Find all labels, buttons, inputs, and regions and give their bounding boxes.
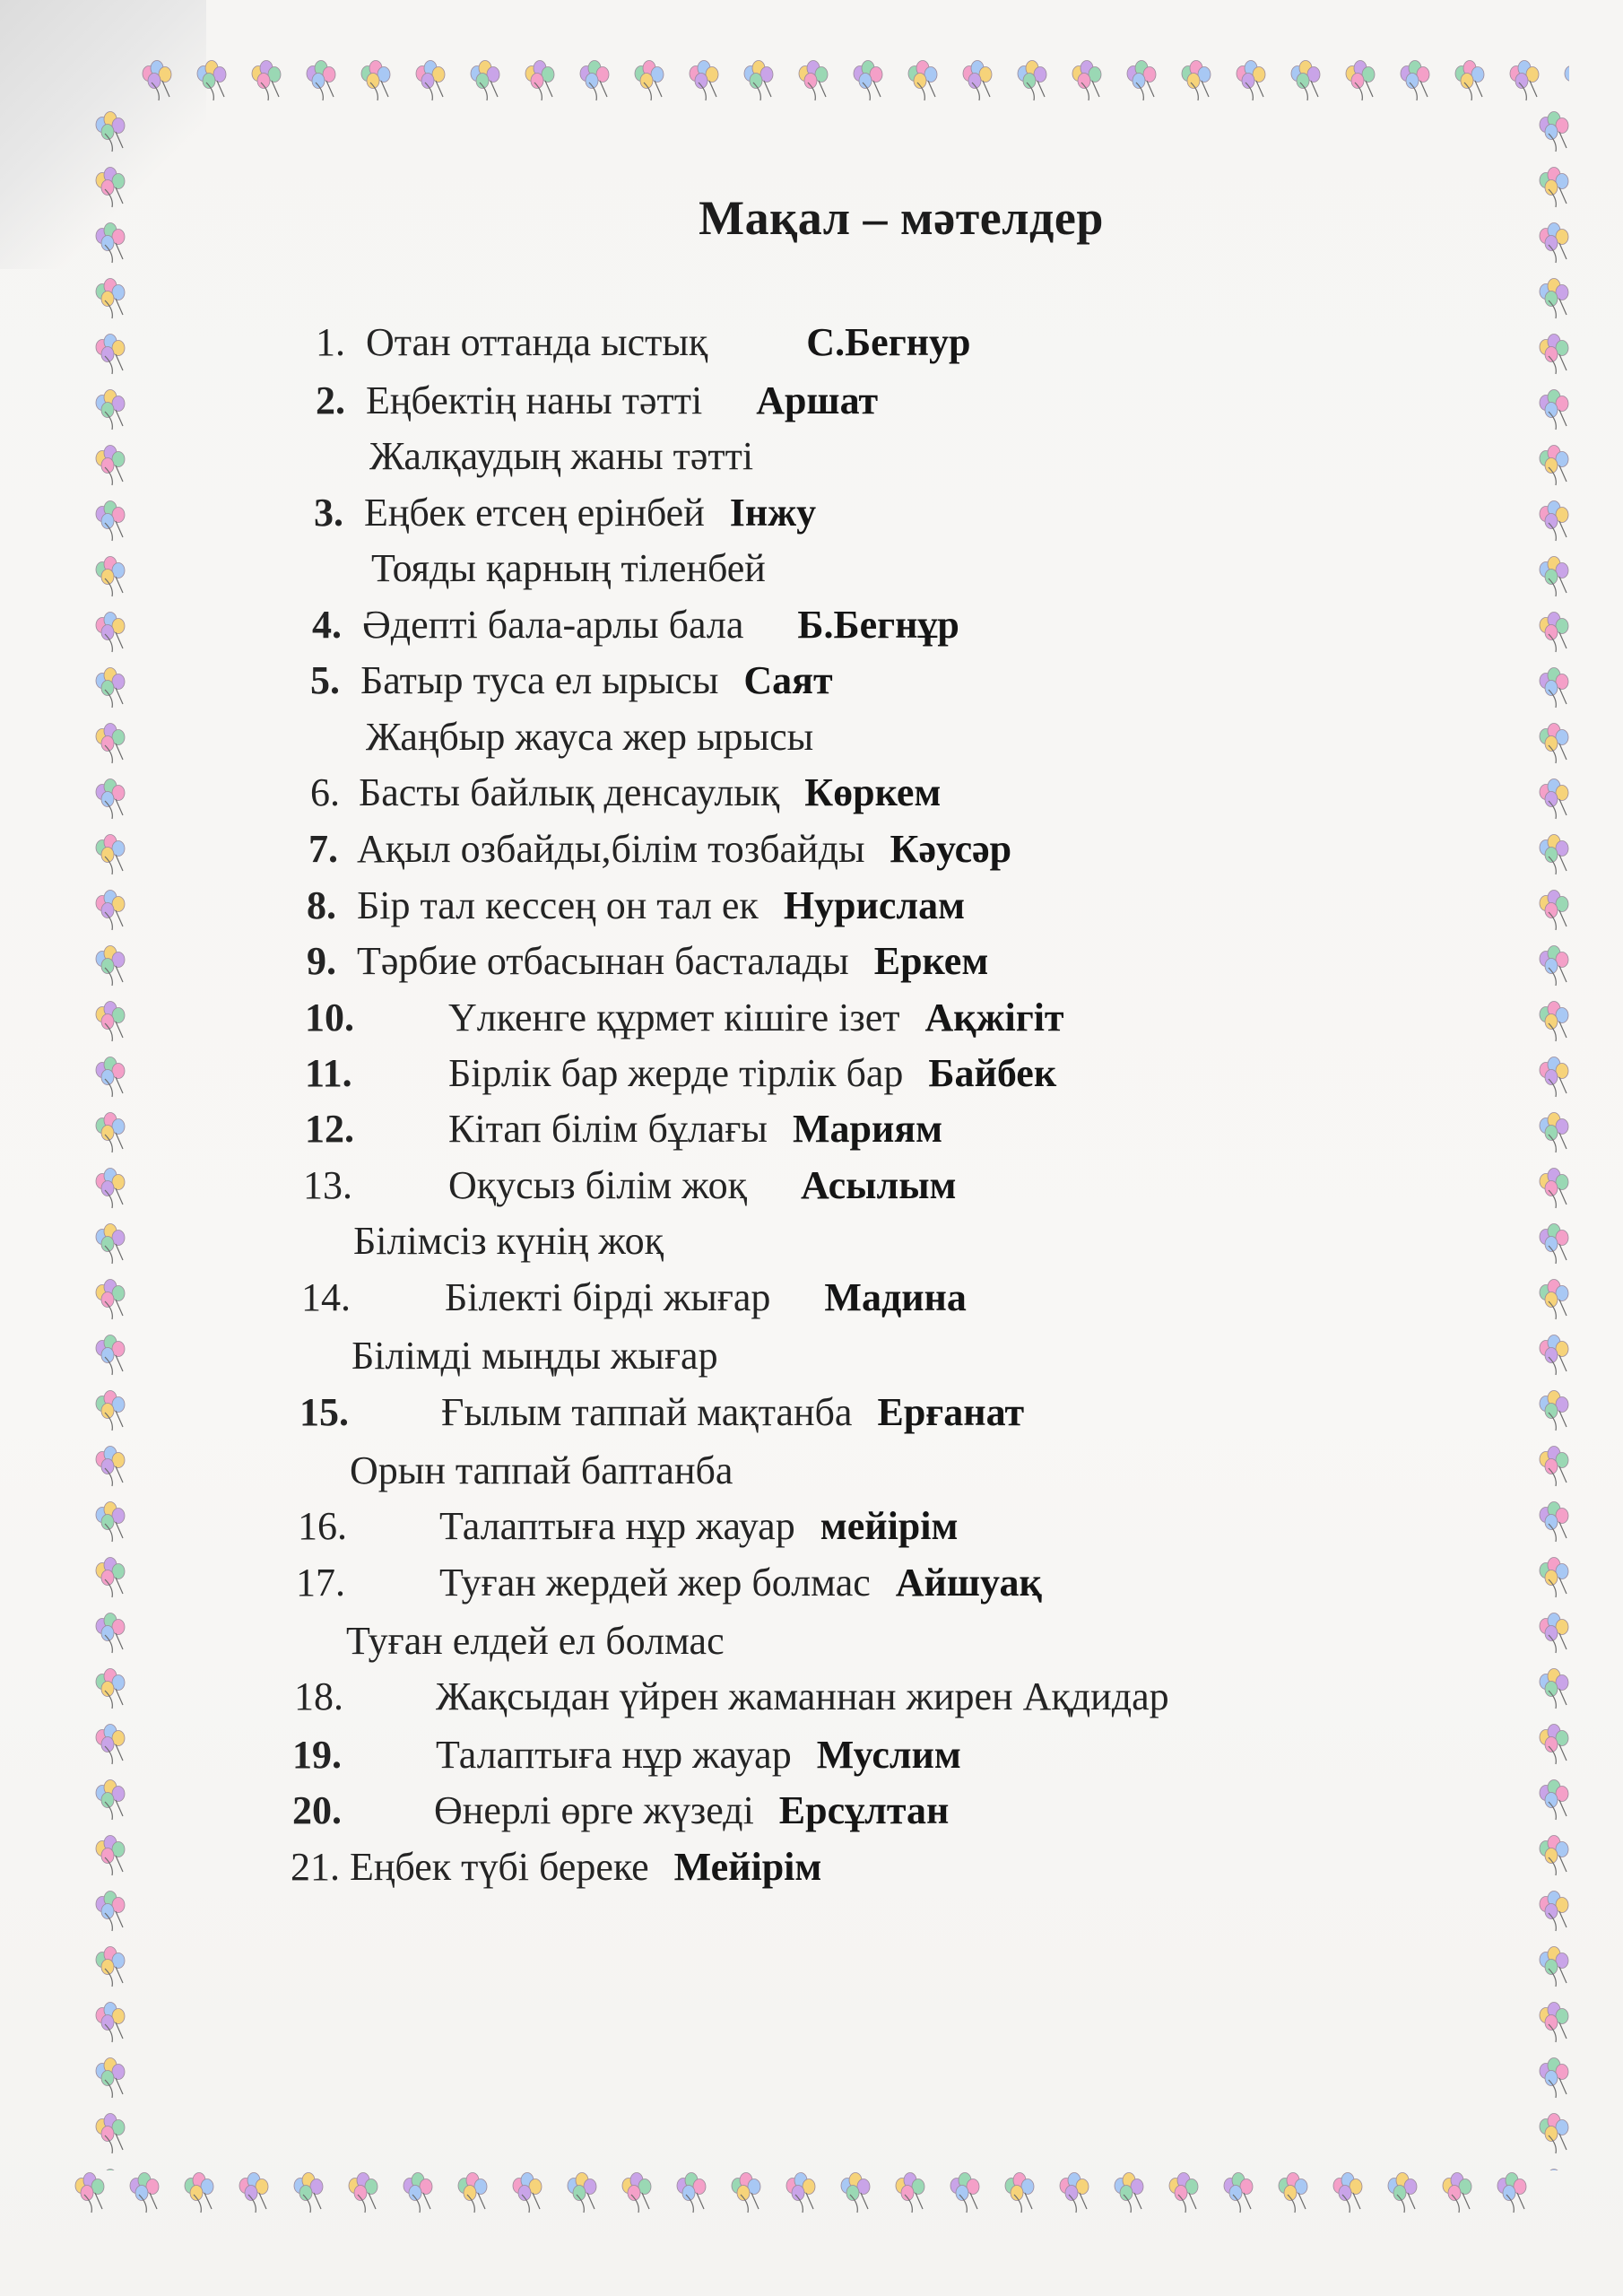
balloon-icon xyxy=(96,2058,125,2099)
proverb-continuation xyxy=(366,715,814,759)
student-name: Аршат xyxy=(756,378,879,422)
proverb-text: Оқусыз білім жоқ xyxy=(448,1163,747,1207)
item-number: 19. xyxy=(292,1733,342,1777)
balloon-icon xyxy=(1540,724,1568,764)
balloon-icon xyxy=(1291,61,1320,101)
balloon-icon xyxy=(1540,279,1568,319)
balloon-icon xyxy=(1540,1280,1568,1320)
balloon-icon xyxy=(349,2173,378,2213)
proverb-item xyxy=(312,605,959,645)
balloon-icon xyxy=(1005,2173,1034,2213)
proverb-item xyxy=(305,1109,942,1149)
proverb-text: Еңбек түбі береке xyxy=(350,1845,649,1889)
item-number: 8. xyxy=(307,883,336,927)
balloon-icon xyxy=(1224,2173,1253,2213)
balloon-icon xyxy=(568,2173,596,2213)
student-name: Байбек xyxy=(928,1051,1057,1095)
proverb-text: Үлкенге құрмет кішіге ізет xyxy=(448,996,900,1039)
balloon-icon xyxy=(96,1447,125,1487)
proverb-text: Білекті бірді жығар xyxy=(445,1275,771,1319)
proverb-text: Туған жердей жер болмас xyxy=(439,1561,871,1605)
proverb-text: Жақсыдан үйрен жаманнан жирен Ақдидар xyxy=(436,1674,1169,1718)
proverb-item xyxy=(296,1563,1042,1603)
item-number: 4. xyxy=(312,603,342,647)
balloon-icon xyxy=(96,1002,125,1042)
balloon-icon xyxy=(1540,335,1568,375)
balloon-icon xyxy=(1540,112,1568,152)
item-number: 5. xyxy=(310,658,340,702)
proverb-text: Ақыл озбайды,білім тозбайды xyxy=(357,827,865,871)
balloon-icon xyxy=(1540,1836,1568,1876)
proverb-item xyxy=(299,1390,1025,1434)
balloon-icon xyxy=(96,501,125,542)
balloon-icon xyxy=(1401,61,1429,101)
balloon-icon xyxy=(841,2173,870,2213)
balloon-icon xyxy=(404,2173,432,2213)
proverb-text: Жаңбыр жауса жер ырысы xyxy=(366,715,814,759)
balloon-icon xyxy=(96,891,125,931)
balloon-icon xyxy=(1540,1224,1568,1265)
balloon-icon xyxy=(1388,2173,1417,2213)
proverb-text: Туған елдей ел болмас xyxy=(346,1619,725,1663)
balloon-icon xyxy=(1540,1725,1568,1765)
balloon-icon xyxy=(1540,501,1568,542)
student-name: Еркем xyxy=(873,939,989,983)
proverb-text: Басты байлық денсаулық xyxy=(359,770,780,814)
balloon-icon xyxy=(1540,1002,1568,1042)
balloon-icon xyxy=(96,1669,125,1709)
proverb-text: Ғылым таппай мақтанба xyxy=(441,1390,853,1434)
balloon-icon xyxy=(96,1057,125,1098)
balloon-icon xyxy=(1540,1669,1568,1709)
balloon-icon xyxy=(96,835,125,875)
page-title: Мақал – мәтелдер xyxy=(699,191,1104,245)
balloon-icon xyxy=(1279,2173,1307,2213)
balloon-icon xyxy=(1540,1447,1568,1487)
proverb-text: Жалқаудың жаны тәтті xyxy=(369,434,754,478)
student-name: С.Бегнур xyxy=(806,320,971,364)
proverb-item xyxy=(291,1845,822,1889)
balloon-icon xyxy=(690,61,718,101)
balloon-icon xyxy=(908,61,937,101)
balloon-icon xyxy=(307,61,335,101)
student-name: мейірім xyxy=(820,1504,959,1548)
balloon-icon xyxy=(96,112,125,152)
balloon-icon xyxy=(96,1836,125,1876)
balloon-icon xyxy=(1540,835,1568,875)
balloon-icon xyxy=(1060,2173,1089,2213)
balloon-icon xyxy=(96,2114,125,2154)
proverb-item xyxy=(316,320,971,364)
proverb-continuation xyxy=(369,434,754,478)
item-number: 21. xyxy=(291,1845,340,1889)
proverb-text: Білімсіз күнің жоқ xyxy=(353,1219,664,1263)
item-number: 12. xyxy=(305,1107,354,1151)
student-name: Көркем xyxy=(804,770,942,814)
balloon-icon xyxy=(96,1502,125,1543)
proverb-item xyxy=(310,658,833,702)
balloon-icon xyxy=(1540,1780,1568,1821)
proverb-text: Орын таппай баптанба xyxy=(350,1448,733,1492)
balloon-icon xyxy=(96,1947,125,1987)
balloon-icon xyxy=(96,1335,125,1376)
balloon-icon xyxy=(75,2173,104,2213)
balloon-icon xyxy=(361,61,390,101)
balloon-icon xyxy=(1540,946,1568,987)
proverb-item xyxy=(307,883,966,927)
student-name: Ерсұлтан xyxy=(778,1788,950,1832)
balloon-icon xyxy=(1018,61,1046,101)
student-name: Мариям xyxy=(792,1107,943,1151)
balloon-icon xyxy=(416,61,445,101)
balloon-icon xyxy=(799,61,828,101)
balloon-icon xyxy=(854,61,882,101)
balloon-icon xyxy=(1540,2170,1568,2171)
item-number: 16. xyxy=(298,1504,347,1548)
item-number: 11. xyxy=(305,1051,352,1095)
balloon-icon xyxy=(1540,2003,1568,2043)
balloon-icon xyxy=(1115,2173,1143,2213)
balloon-border-top xyxy=(135,54,1569,108)
balloon-border-right xyxy=(1529,108,1583,2170)
balloon-icon xyxy=(197,61,226,101)
balloon-icon xyxy=(252,61,281,101)
proverb-text: Бір тал кессең он тал ек xyxy=(357,883,759,927)
proverb-text: Тәрбие отбасынан басталады xyxy=(357,939,849,983)
balloon-icon xyxy=(185,2173,213,2213)
balloon-icon xyxy=(96,1613,125,1654)
item-number: 10. xyxy=(305,996,354,1039)
balloon-icon xyxy=(1497,2173,1526,2213)
balloon-icon xyxy=(96,779,125,820)
balloon-icon xyxy=(96,335,125,375)
balloon-icon xyxy=(96,1224,125,1265)
proverb-continuation xyxy=(371,546,766,590)
proverb-item xyxy=(301,1275,967,1319)
balloon-icon xyxy=(96,1780,125,1821)
student-name: Мейірім xyxy=(673,1845,822,1889)
proverb-item xyxy=(294,1674,1169,1718)
proverb-continuation xyxy=(353,1219,664,1263)
proverb-text: Әдепті бала-арлы бала xyxy=(362,603,744,647)
balloon-icon xyxy=(744,61,773,101)
balloon-icon xyxy=(622,2173,651,2213)
student-name: Ақжігіт xyxy=(924,996,1064,1039)
balloon-icon xyxy=(96,390,125,430)
balloon-icon xyxy=(239,2173,268,2213)
balloon-icon xyxy=(96,279,125,319)
proverb-text: Батыр туса ел ырысы xyxy=(360,658,719,702)
proverb-text: Еңбектің наны тәтті xyxy=(366,378,703,422)
balloon-icon xyxy=(96,1725,125,1765)
balloon-icon xyxy=(1169,2173,1198,2213)
balloon-icon xyxy=(96,668,125,709)
balloon-icon xyxy=(1540,1391,1568,1431)
balloon-icon xyxy=(677,2173,706,2213)
item-number: 1. xyxy=(316,320,345,364)
balloon-icon xyxy=(1072,61,1101,101)
balloon-icon xyxy=(96,1113,125,1153)
balloon-icon xyxy=(1540,891,1568,931)
balloon-icon xyxy=(143,61,171,101)
balloon-icon xyxy=(950,2173,979,2213)
item-number: 20. xyxy=(292,1788,342,1832)
balloon-icon xyxy=(1540,1947,1568,1987)
balloon-icon xyxy=(896,2173,924,2213)
balloon-icon xyxy=(1333,2173,1362,2213)
proverb-item xyxy=(305,998,1064,1038)
balloon-icon xyxy=(1565,61,1569,101)
balloon-icon xyxy=(1182,61,1211,101)
balloon-icon xyxy=(1540,1502,1568,1543)
balloon-icon xyxy=(580,61,609,101)
item-number: 3. xyxy=(314,491,343,535)
proverb-text: Кітап білім бұлағы xyxy=(448,1107,768,1151)
balloon-icon xyxy=(513,2173,542,2213)
proverb-text: Білімді мыңды жығар xyxy=(352,1334,718,1378)
item-number: 15. xyxy=(299,1390,349,1434)
student-name: Б.Бегнұр xyxy=(797,603,959,647)
proverb-item xyxy=(292,1788,950,1832)
student-name: Інжу xyxy=(729,491,817,535)
proverb-item xyxy=(298,1504,959,1548)
student-name: Ерғанат xyxy=(877,1390,1025,1434)
proverb-continuation xyxy=(352,1336,718,1376)
balloon-icon xyxy=(96,1558,125,1598)
balloon-icon xyxy=(1510,61,1539,101)
balloon-icon xyxy=(1540,1558,1568,1598)
balloon-border-bottom xyxy=(67,2166,1538,2220)
balloon-icon xyxy=(294,2173,323,2213)
balloon-icon xyxy=(1540,1335,1568,1376)
balloon-icon xyxy=(458,2173,487,2213)
balloon-icon xyxy=(96,1892,125,1932)
balloon-icon xyxy=(1443,2173,1471,2213)
balloon-icon xyxy=(1540,446,1568,486)
proverb-item xyxy=(305,1051,1057,1095)
proverb-item xyxy=(307,939,989,983)
balloon-icon xyxy=(96,946,125,987)
proverb-item xyxy=(303,1163,957,1207)
item-number: 7. xyxy=(308,827,338,871)
proverb-item xyxy=(316,378,879,422)
item-number: 17. xyxy=(296,1561,345,1605)
proverb-text: Өнерлі өрге жүзеді xyxy=(434,1788,754,1832)
balloon-icon xyxy=(1540,779,1568,820)
student-name: Мадина xyxy=(824,1275,967,1319)
student-name: Кәусәр xyxy=(890,827,1012,871)
balloon-icon xyxy=(96,2003,125,2043)
balloon-icon xyxy=(1540,1892,1568,1932)
item-number: 9. xyxy=(307,939,336,983)
balloon-icon xyxy=(1127,61,1156,101)
balloon-icon xyxy=(96,2170,125,2171)
balloon-icon xyxy=(1237,61,1265,101)
balloon-icon xyxy=(732,2173,760,2213)
proverb-continuation xyxy=(350,1448,733,1492)
student-name: Муслим xyxy=(816,1733,961,1777)
balloon-icon xyxy=(963,61,992,101)
balloon-icon xyxy=(1540,668,1568,709)
proverb-text: Талаптыға нұр жауар xyxy=(436,1733,792,1777)
balloon-icon xyxy=(471,61,499,101)
balloon-icon xyxy=(96,613,125,653)
item-number: 2. xyxy=(316,378,345,422)
balloon-icon xyxy=(1540,1169,1568,1209)
item-number: 14. xyxy=(301,1275,351,1319)
proverb-item xyxy=(308,827,1012,871)
student-name: Асылым xyxy=(800,1163,957,1207)
item-number: 18. xyxy=(294,1674,343,1718)
balloon-icon xyxy=(1540,390,1568,430)
proverb-item xyxy=(292,1735,961,1775)
balloon-icon xyxy=(786,2173,815,2213)
proverb-text: Отан оттанда ыстық xyxy=(366,320,708,364)
balloon-icon xyxy=(1540,2114,1568,2154)
balloon-icon xyxy=(1346,61,1375,101)
balloon-icon xyxy=(96,724,125,764)
proverb-text: Талаптыға нұр жауар xyxy=(439,1504,795,1548)
student-name: Саят xyxy=(743,658,833,702)
student-name: Нурислам xyxy=(783,883,966,927)
balloon-icon xyxy=(130,2173,159,2213)
balloon-icon xyxy=(96,446,125,486)
proverb-text: Тояды қарның тіленбей xyxy=(371,546,766,590)
balloon-icon xyxy=(525,61,554,101)
balloon-icon xyxy=(1455,61,1484,101)
proverb-text: Еңбек етсең ерінбей xyxy=(364,491,705,535)
proverb-continuation xyxy=(346,1619,725,1663)
balloon-icon xyxy=(1540,2058,1568,2099)
balloon-icon xyxy=(96,1280,125,1320)
item-number: 6. xyxy=(310,770,340,814)
balloon-icon xyxy=(1540,1057,1568,1098)
balloon-icon xyxy=(1540,1113,1568,1153)
item-number: 13. xyxy=(303,1163,352,1207)
proverb-item xyxy=(310,770,942,814)
balloon-icon xyxy=(96,1391,125,1431)
balloon-icon xyxy=(1540,613,1568,653)
proverb-item xyxy=(314,493,816,533)
student-name: Айшуақ xyxy=(895,1561,1042,1605)
balloon-icon xyxy=(96,557,125,597)
balloon-icon xyxy=(635,61,664,101)
balloon-icon xyxy=(1540,557,1568,597)
proverb-text: Бірлік бар жерде тірлік бар xyxy=(448,1051,904,1095)
balloon-icon xyxy=(1540,1613,1568,1654)
balloon-border-left xyxy=(85,108,139,2170)
balloon-icon xyxy=(96,1169,125,1209)
